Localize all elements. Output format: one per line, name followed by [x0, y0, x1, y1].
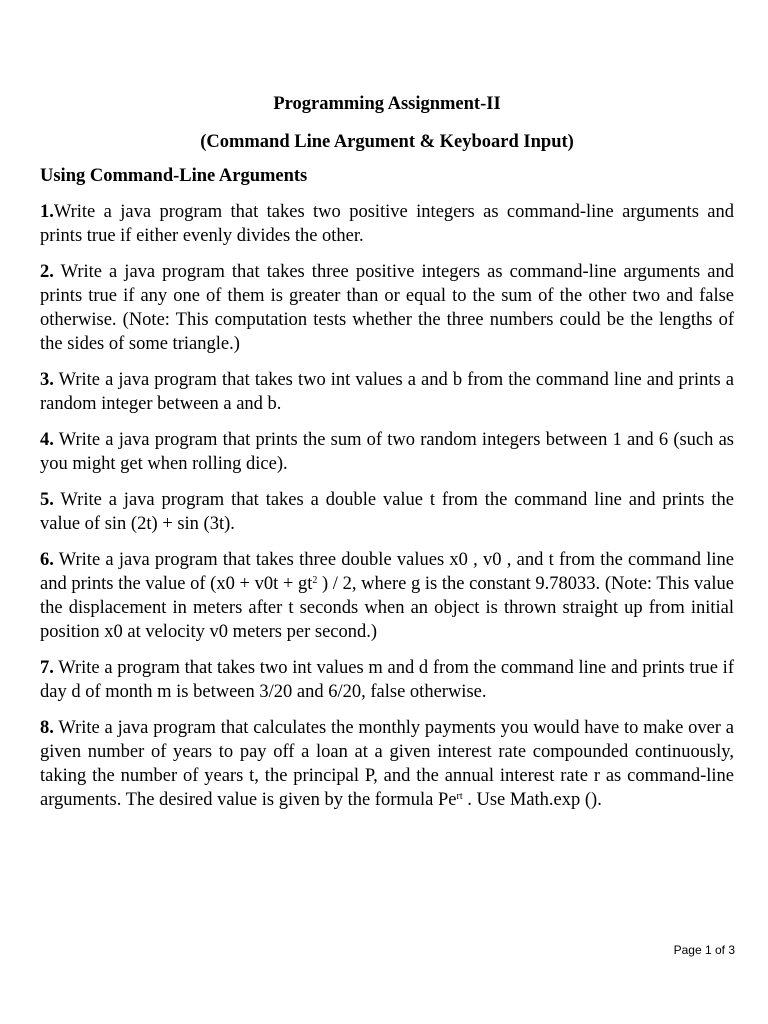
superscript-exponent: rt [456, 791, 463, 802]
document-title: Programming Assignment-II [273, 94, 501, 114]
question-number: 5. [40, 490, 54, 510]
document-subtitle: (Command Line Argument & Keyboard Input) [200, 132, 574, 152]
question-6 [40, 548, 734, 644]
question-text-before: Write a java program that takes three double values x0 , v0 , and t from the command line and prints the value of (x0 + v0t + gt [40, 550, 734, 594]
question-text-before: Write a java program that calculates the monthly payments you would have to make over a given number of years to pay off a loan at a given interest rate compounded continuously, taking the number of years t, the principal P, and the annual interest rate r as command-line arguments. The desired value is given by the formula Pe [40, 718, 734, 810]
question-number: 8. [40, 718, 54, 738]
document-page [40, 92, 734, 812]
question-text: Write a java program that takes three positive integers as command-line arguments and prints true if any one of them is greater than or equal to the sum of the other two and false otherwise. (Note: This computation tests whether the three numbers could be the lengths of the sides of some triangle.) [40, 262, 734, 354]
question-number: 4. [40, 430, 54, 450]
question-5 [40, 488, 734, 536]
page-number-footer: Page 1 of 3 [673, 943, 735, 957]
question-3 [40, 368, 734, 416]
question-number: 6. [40, 550, 54, 570]
question-number: 2. [40, 262, 54, 282]
question-number: 1. [40, 202, 54, 222]
question-4 [40, 428, 734, 476]
section-heading: Using Command-Line Arguments [40, 166, 308, 186]
question-text-after: ) / 2, where g is the constant 9.78033. (Note: This value the displacement in meters after t seconds when an object is thrown straight up from initial position x0 at velocity v0 meters per second.) [40, 574, 734, 642]
question-number: 3. [40, 370, 54, 390]
question-text-after: . Use Math.exp (). [462, 790, 602, 810]
question-7 [40, 656, 734, 704]
question-text: Write a java program that takes two positive integers as command-line arguments and prints true if either evenly divides the other. [40, 202, 734, 246]
question-text: Write a java program that prints the sum of two random integers between 1 and 6 (such as you might get when rolling dice). [40, 430, 734, 474]
superscript-exponent: 2 [312, 575, 318, 586]
question-2 [40, 260, 734, 356]
question-8 [40, 716, 734, 812]
question-text: Write a program that takes two int values m and d from the command line and prints true if day d of month m is between 3/20 and 6/20, false otherwise. [40, 658, 734, 702]
question-number: 7. [40, 658, 54, 678]
question-1 [40, 200, 734, 248]
question-text: Write a java program that takes a double value t from the command line and prints the value of sin (2t) + sin (3t). [40, 490, 734, 534]
question-text: Write a java program that takes two int values a and b from the command line and prints a random integer between a and b. [40, 370, 734, 414]
